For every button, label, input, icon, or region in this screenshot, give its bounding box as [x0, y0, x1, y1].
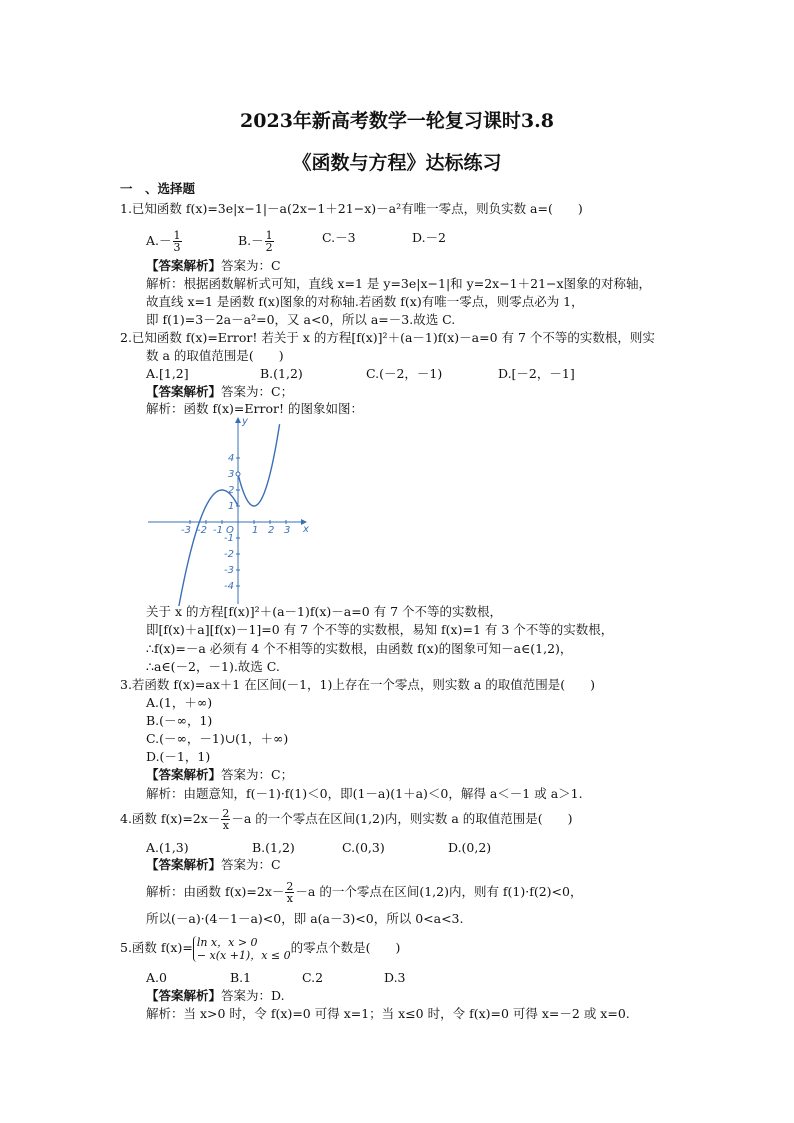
q4-stem: 4.函数 f(x)=2x－ $\frac{2}{x}$ －a 的一个零点在区间(1,2)内，则实数 a 的取值范围是( ) — [120, 807, 573, 832]
q5-opt-b: B.1 — [230, 970, 252, 985]
x-axis-label: x — [303, 524, 309, 535]
x-tick-label: 2 — [268, 525, 275, 536]
q2-explanation-0: 解析：函数 f(x)=Error! 的图象如图： — [146, 401, 363, 416]
q4-opt-a: A.(1,3) — [146, 840, 189, 855]
q2-opt-b: B.(1,2) — [260, 366, 303, 381]
x-tick-label: -3 — [181, 525, 191, 536]
q2-opt-a: A.[1,2] — [146, 366, 189, 381]
q2-stem-2: 数 a 的取值范围是( ) — [146, 348, 284, 363]
document-title: 2023年新高考数学一轮复习课时3.8 — [240, 110, 554, 132]
x-tick-label: -1 — [213, 525, 223, 536]
y-tick-label: -2 — [224, 549, 234, 560]
y-tick-label: 2 — [228, 485, 235, 496]
q3-opt-b: B.(－∞，1) — [146, 713, 213, 728]
q1-opt-a: A.－ $\frac{1}{3}$ — [146, 229, 181, 254]
q2-stem-1: 2.已知函数 f(x)=Error! 若关于 x 的方程[f(x)]²＋(a－1)f(x)－a=0 有 7 个不等的实数根，则实 — [120, 330, 655, 345]
y-tick-label: 3 — [228, 469, 235, 480]
q5-opt-d: D.3 — [384, 970, 406, 985]
q1-explanation-2: 故直线 x=1 是函数 f(x)图象的对称轴.若函数 f(x)有唯一零点，则零点必为 1， — [146, 294, 584, 309]
open-point — [236, 472, 240, 476]
q5-opt-c: C.2 — [302, 970, 324, 985]
q2-explanation-1: 关于 x 的方程[f(x)]²＋(a－1)f(x)－a=0 有 7 个不等的实数根， — [146, 604, 503, 619]
q4-answer: 【答案解析】答案为：C — [146, 857, 281, 872]
q3-opt-d: D.(－1，1) — [146, 749, 211, 764]
q5-answer: 【答案解析】答案为：D. — [146, 988, 285, 1003]
q2-opt-c: C.(－2，－1) — [366, 366, 443, 381]
q3-opt-c: C.(－∞，－1)∪(1，＋∞) — [146, 731, 289, 746]
q2-answer: 【答案解析】答案为：C； — [146, 384, 294, 399]
q4-opt-c: C.(0,3) — [342, 840, 385, 855]
q2-explanation-2: 即[f(x)＋a][f(x)－1]=0 有 7 个不等的实数根，易知 f(x)=1 有 3 个不等的实数根， — [146, 622, 614, 637]
y-tick-label: -1 — [224, 533, 234, 544]
q1-opt-b: B.－ $\frac{1}{2}$ — [238, 229, 273, 254]
q1-explanation-1: 解析：根据函数解析式可知，直线 x=1 是 y=3e|x−1|和 y=2x−1＋21−x图象的对称轴， — [146, 276, 652, 291]
section-heading: 一 、选择题 — [120, 181, 196, 196]
q4-opt-d: D.(0,2) — [448, 840, 492, 855]
q3-answer: 【答案解析】答案为：C； — [146, 767, 294, 782]
q1-explanation-3: 即 f(1)=3－2a－a²=0，又 a<0，所以 a=－3.故选 C. — [146, 312, 456, 327]
q1-opt-c: C.－3 — [322, 230, 356, 245]
q5-stem: 5.函数 f(x)= ln x，x > 0 − x(x +1)，x ≤ 0 的零点个数是( ) — [120, 935, 401, 962]
origin-label: O — [226, 525, 234, 536]
y-axis-label: y — [242, 416, 248, 427]
function-graph — [146, 410, 312, 606]
piecewise-brace: ln x，x > 0 − x(x +1)，x ≤ 0 — [193, 936, 291, 962]
y-tick-label: -4 — [224, 581, 234, 592]
q2-explanation-4: ∴a∈(－2，－1).故选 C. — [146, 659, 280, 674]
q3-opt-a: A.(1，＋∞) — [146, 695, 213, 710]
q2-explanation-3: ∴f(x)=－a 必须有 4 个不相等的实数根，由函数 f(x)的图象可知－a∈(1,2)， — [146, 641, 573, 656]
x-tick-label: 3 — [284, 525, 291, 536]
curve-right-branch — [238, 424, 280, 506]
y-tick-label: -3 — [224, 565, 234, 576]
q5-opt-a: A.0 — [146, 970, 167, 985]
q3-stem: 3.若函数 f(x)=ax＋1 在区间(－1，1)上存在一个零点，则实数 a 的取值范围是( ) — [120, 677, 596, 692]
y-tick-label: 4 — [228, 453, 235, 464]
x-tick-label: -2 — [197, 525, 207, 536]
q4-explanation-2: 所以(－a)·(4－1－a)<0，即 a(a－3)<0，所以 0<a<3. — [146, 911, 464, 926]
document-subtitle: 《函数与方程》达标练习 — [292, 152, 502, 174]
q1-answer: 【答案解析】答案为：C — [146, 258, 281, 273]
q4-opt-b: B.(1,2) — [252, 840, 295, 855]
q4-explanation-1: 解析：由函数 f(x)=2x－ $\frac{2}{x}$ －a 的一个零点在区间(1,2)内，则有 f(1)·f(2)<0， — [146, 880, 583, 905]
q3-explanation-1: 解析：由题意知，f(－1)·f(1)＜0，即(1－a)(1＋a)＜0，解得 a＜－1 或 a＞1. — [146, 786, 583, 801]
q5-explanation-1: 解析：当 x>0 时，令 f(x)=0 可得 x=1；当 x≤0 时，令 f(x)=0 可得 x=－2 或 x=0. — [146, 1006, 630, 1021]
y-tick-label: 1 — [228, 501, 235, 512]
q1-stem: 1.已知函数 f(x)=3e|x−1|－a(2x−1＋21−x)－a²有唯一零点，则负实数 a=( ) — [120, 201, 583, 216]
q1-opt-d: D.－2 — [412, 230, 447, 245]
x-tick-label: 1 — [252, 525, 259, 536]
q2-opt-d: D.[－2，－1] — [498, 366, 575, 381]
